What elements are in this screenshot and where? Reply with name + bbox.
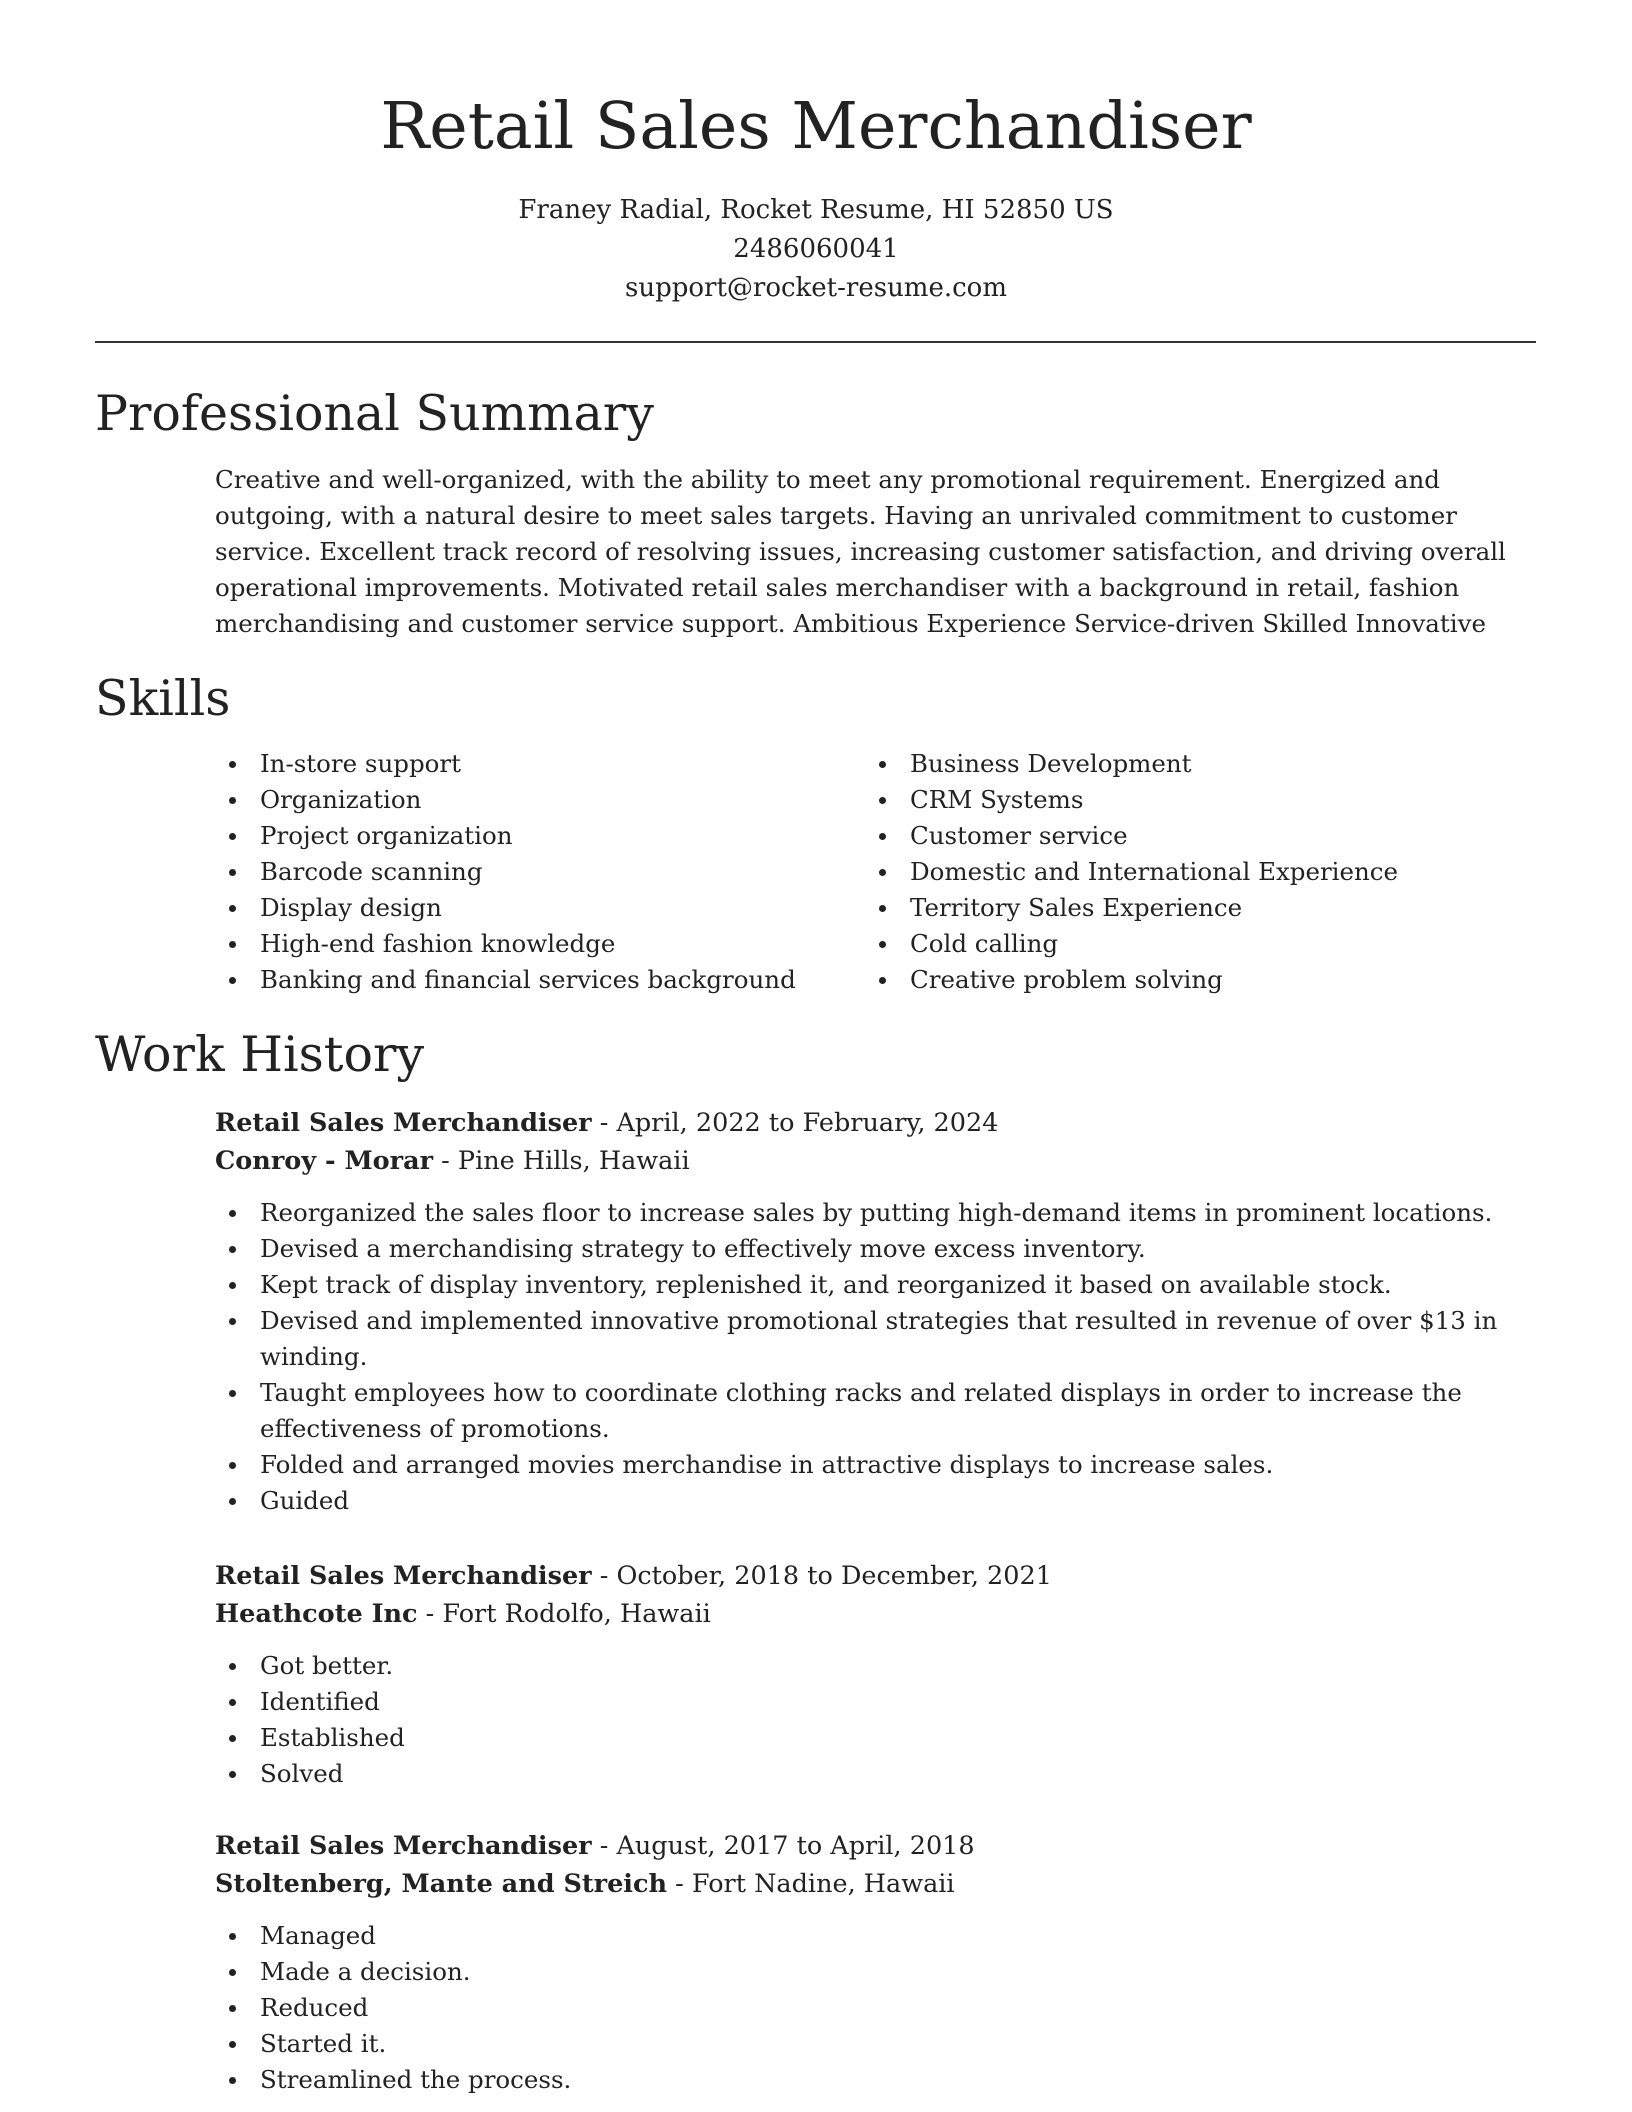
skills-list-left: [215, 746, 845, 998]
job-bullets: [215, 1195, 1515, 1519]
job-dates: April, 2022 to February, 2024: [616, 1108, 999, 1138]
skill-item: Creative problem solving: [865, 962, 1525, 998]
job-bullet: Started it.: [215, 2026, 1515, 2062]
skill-item: Organization: [215, 782, 845, 818]
job-title-line: [215, 1104, 1515, 1142]
job-bullet: Reduced: [215, 1990, 1515, 2026]
skill-item: CRM Systems: [865, 782, 1525, 818]
job-bullet: Devised and implemented innovative promotional strategies that resulted in revenue of over $13 in winding.: [215, 1303, 1515, 1375]
resume-title: Retail Sales Merchandiser: [380, 89, 1252, 164]
job-bullet: Established: [215, 1720, 1515, 1756]
skill-item: High-end fashion knowledge: [215, 926, 845, 962]
job-bullet: Solved: [215, 1756, 1515, 1792]
job-dates: August, 2017 to April, 2018: [616, 1831, 975, 1861]
skill-item: Display design: [215, 890, 845, 926]
job-bullet: Made a decision.: [215, 1954, 1515, 1990]
skill-item: Banking and financial services background: [215, 962, 845, 998]
job-bullet: Streamlined the process.: [215, 2062, 1515, 2098]
job-company: Conroy - Morar: [215, 1146, 434, 1176]
job-separator: -: [417, 1599, 443, 1629]
job-separator: -: [667, 1869, 692, 1899]
job-location: Fort Rodolfo, Hawaii: [442, 1599, 711, 1629]
job-title-line: [215, 1827, 1515, 1865]
job-bullet: Identified: [215, 1684, 1515, 1720]
job-title-line: [215, 1557, 1515, 1595]
job-company: Stoltenberg, Mante and Streich: [215, 1869, 668, 1899]
job-bullet: Guided: [215, 1483, 1515, 1519]
job-separator: -: [591, 1831, 617, 1861]
job-title: Retail Sales Merchandiser: [215, 1831, 592, 1861]
job-company-line: [215, 1865, 1515, 1903]
summary-heading: Professional Summary: [95, 385, 654, 442]
job-entry: [215, 1557, 1515, 1792]
job-bullet: Got better.: [215, 1648, 1515, 1684]
skill-item: Barcode scanning: [215, 854, 845, 890]
contact-phone: 2486060041: [733, 234, 899, 264]
job-bullets: [215, 1918, 1515, 2098]
header-divider: [95, 341, 1536, 343]
job-separator: -: [433, 1146, 458, 1176]
job-bullet: Kept track of display inventory, replenished it, and reorganized it based on available stock.: [215, 1267, 1515, 1303]
skill-item: Project organization: [215, 818, 845, 854]
job-entry: [215, 1104, 1515, 1519]
job-dates: October, 2018 to December, 2021: [616, 1561, 1052, 1591]
skill-item: Business Development: [865, 746, 1525, 782]
skills-heading: Skills: [95, 670, 231, 727]
skill-item: Territory Sales Experience: [865, 890, 1525, 926]
job-entry: [215, 1827, 1515, 2098]
contact-email: support@rocket-resume.com: [624, 273, 1007, 303]
work-history-heading: Work History: [95, 1026, 425, 1083]
job-location: Pine Hills, Hawaii: [457, 1146, 690, 1176]
skill-item: Customer service: [865, 818, 1525, 854]
contact-block: [0, 191, 1632, 308]
skill-item: Cold calling: [865, 926, 1525, 962]
job-bullet: Folded and arranged movies merchandise in attractive displays to increase sales.: [215, 1447, 1515, 1483]
job-separator: -: [591, 1108, 617, 1138]
job-bullet: Managed: [215, 1918, 1515, 1954]
skills-list-right: [865, 746, 1525, 998]
contact-address: Franey Radial, Rocket Resume, HI 52850 US: [518, 195, 1114, 225]
job-bullet: Taught employees how to coordinate clothing racks and related displays in order to increase the effectiveness of promotions.: [215, 1375, 1515, 1447]
skill-item: In-store support: [215, 746, 845, 782]
job-company-line: [215, 1595, 1515, 1633]
job-bullets: [215, 1648, 1515, 1792]
job-bullet: Reorganized the sales floor to increase sales by putting high-demand items in prominent locations.: [215, 1195, 1515, 1231]
job-separator: -: [591, 1561, 617, 1591]
job-title: Retail Sales Merchandiser: [215, 1561, 592, 1591]
job-location: Fort Nadine, Hawaii: [691, 1869, 955, 1899]
job-company: Heathcote Inc: [215, 1599, 418, 1629]
skill-item: Domestic and International Experience: [865, 854, 1525, 890]
job-title: Retail Sales Merchandiser: [215, 1108, 592, 1138]
job-company-line: [215, 1142, 1515, 1180]
job-bullet: Devised a merchandising strategy to effectively move excess inventory.: [215, 1231, 1515, 1267]
summary-text: Creative and well-organized, with the ability to meet any promotional requirement. Energized and outgoing, with a natural desire to meet sales targets. Having an unrivaled commitment to customer service. Excellent track record of resolving issues, increasing customer satisfaction, and driving overall operational improvements. Motivated retail sales merchandiser with a background in retail, fashion merchandising and customer service support. Ambitious Experience Service-driven Skilled Innovative: [215, 465, 1506, 638]
